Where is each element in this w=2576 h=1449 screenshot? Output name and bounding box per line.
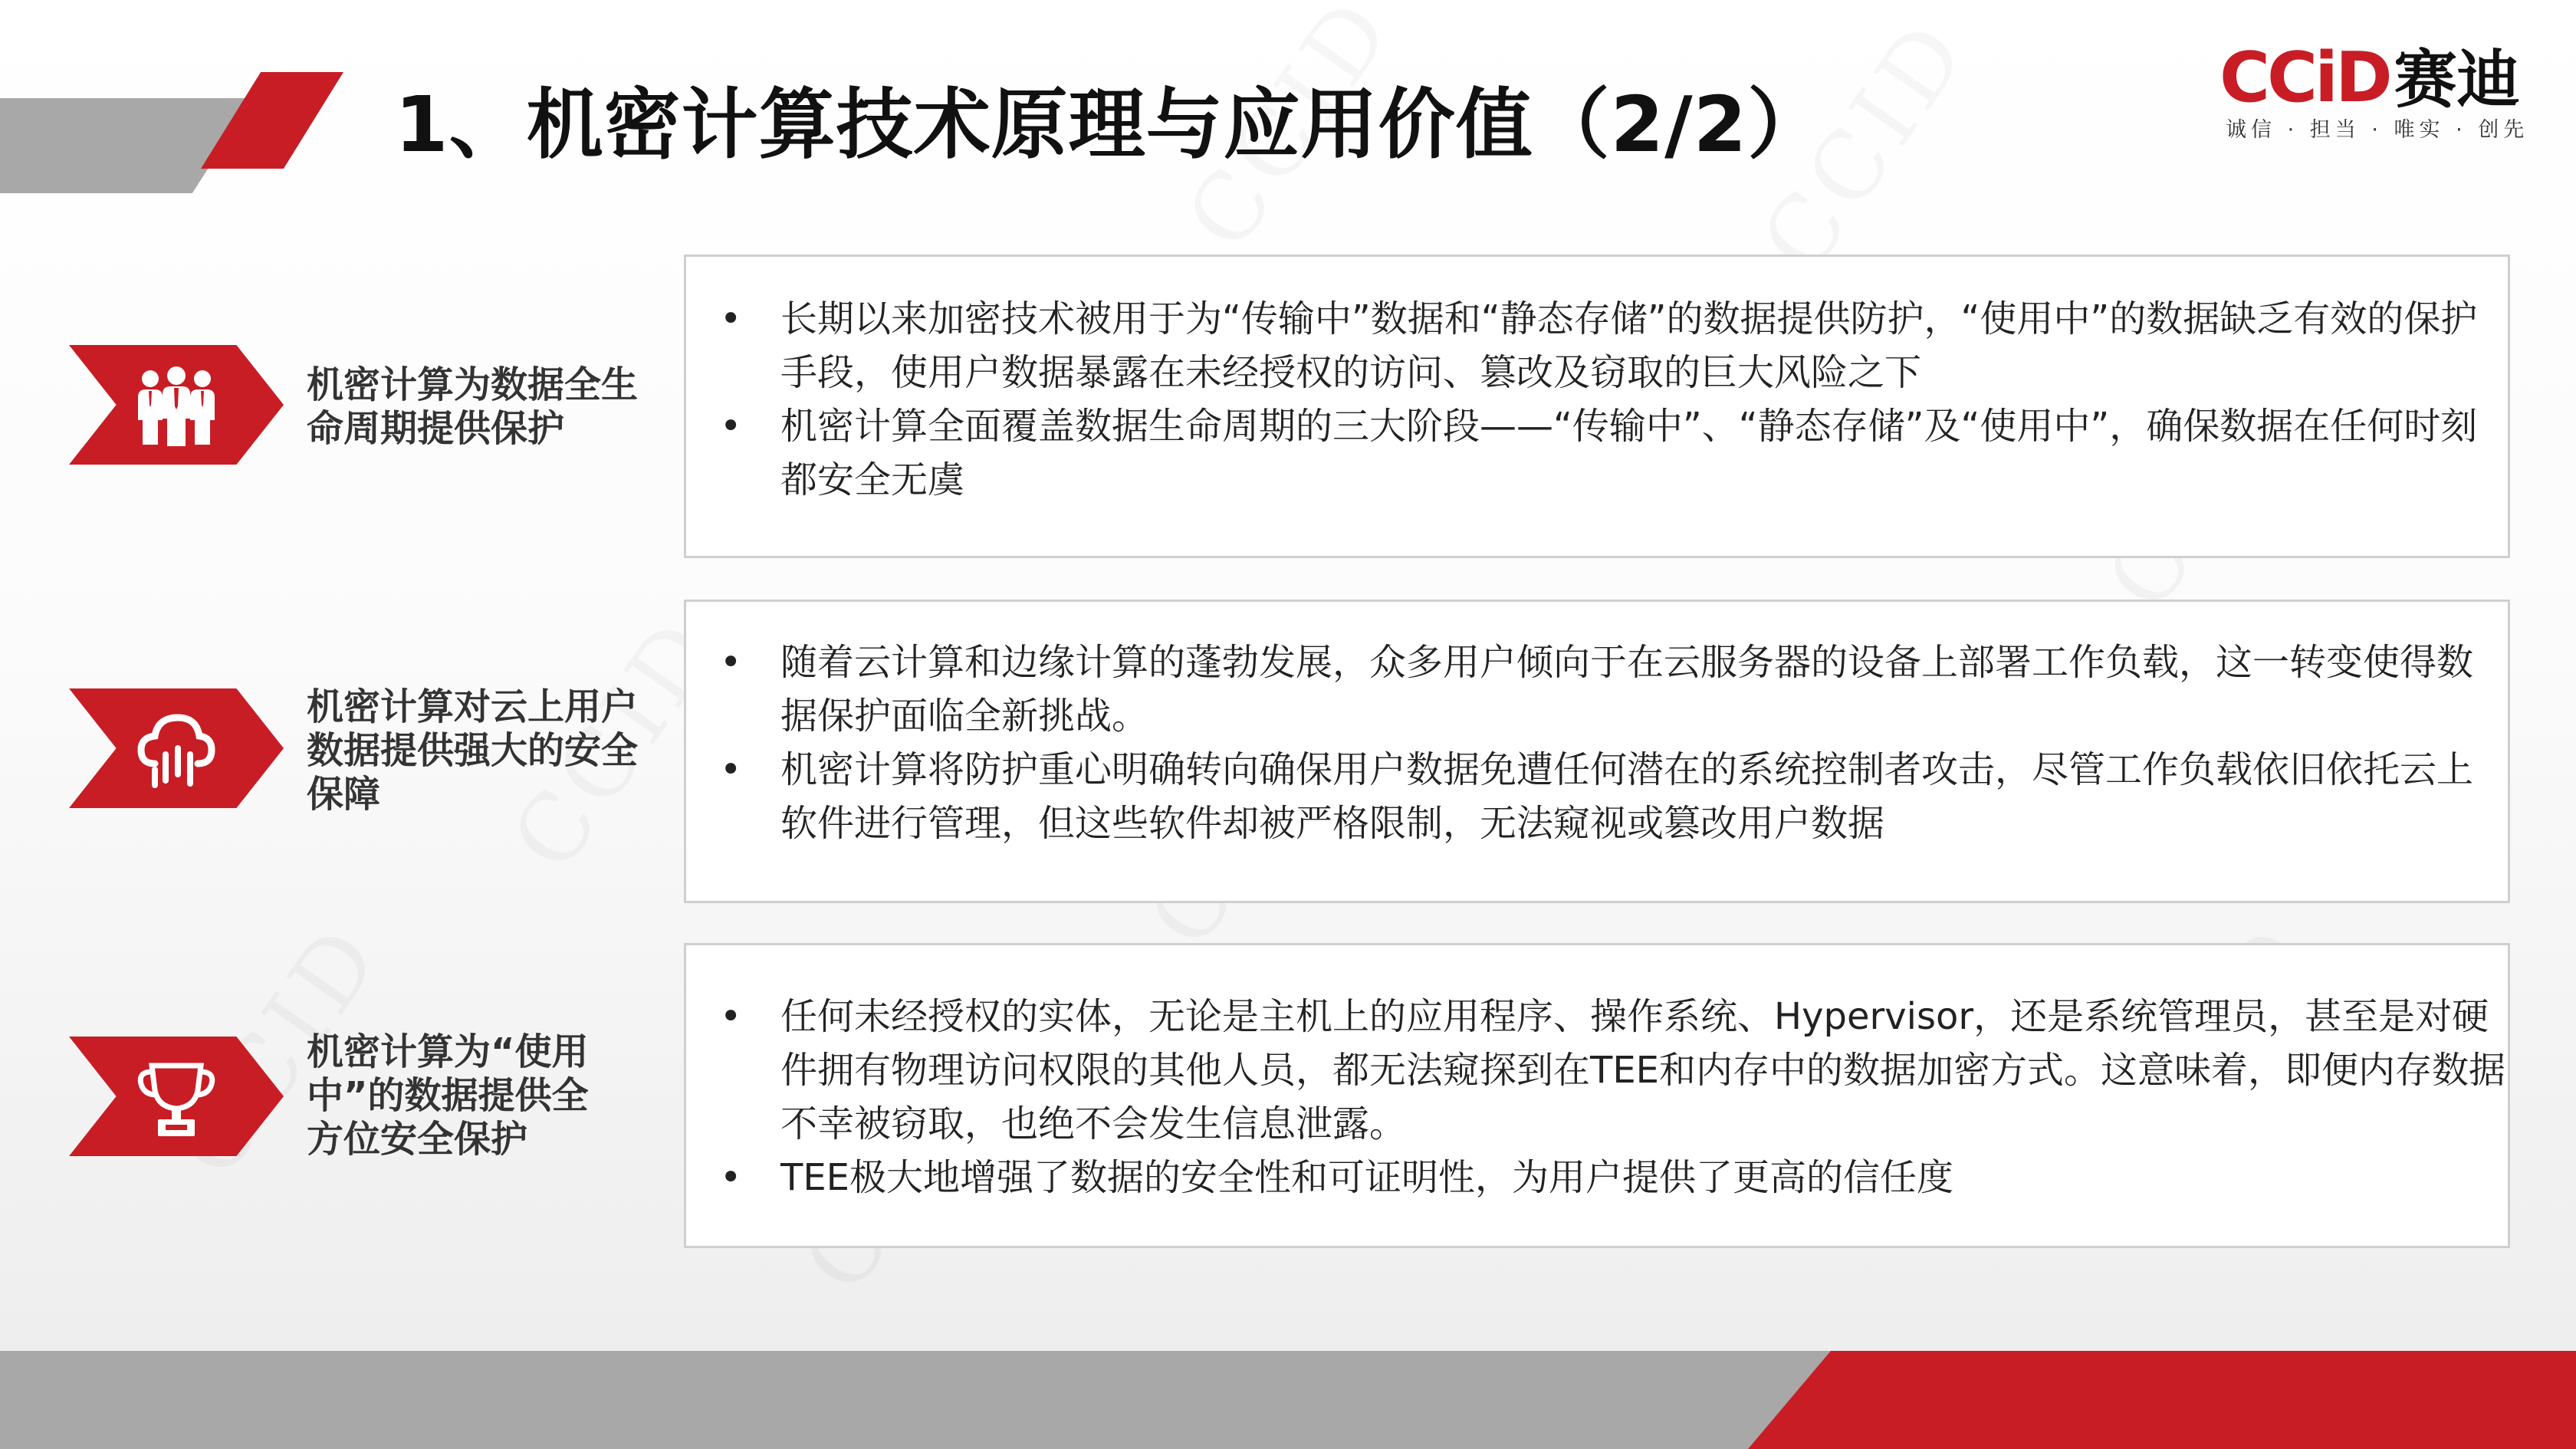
- list-item: • TEE极大地增强了数据的安全性和可证明性，为用户提供了更高的信任度: [686, 1151, 2508, 1204]
- footer-red-band: [1748, 1351, 2576, 1449]
- row-2-arrow-badge: [69, 688, 284, 808]
- list-item: • 机密计算将防护重心明确转向确保用户数据免遭任何潜在的系统控制者攻击，尽管工作负载依旧依托云上软件进行管理，但这些软件却被严格限制，无法窥视或篡改用户数据: [686, 743, 2508, 850]
- team-icon: [132, 360, 221, 449]
- logo-brand: [2220, 40, 2520, 119]
- ccid-logo: [2220, 38, 2529, 147]
- logo-slogan: 诚信 · 担当 · 唯实 · 创先: [2226, 118, 2529, 142]
- row-2-box: [684, 600, 2510, 903]
- row-3-label: 机密计算为“使用中”的数据提供全方位安全保护: [307, 1030, 589, 1161]
- list-item: • 任何未经授权的实体，无论是主机上的应用程序、操作系统、Hypervisor，还是系统管理员，甚至是对硬件拥有物理访问权限的其他人员，都无法窥探到在TEE和内存中的数据加密方式。这意味着，即便内存数据不幸被窃取，也绝不会发生信息泄露。: [686, 990, 2508, 1151]
- row-3-box: [684, 943, 2510, 1248]
- row-1-label: 机密计算为数据全生命周期提供保护: [307, 363, 639, 450]
- logo-brand-cn: 赛迪: [2394, 44, 2520, 117]
- list-item: • 长期以来加密技术被用于为“传输中”数据和“静态存储”的数据提供防护，“使用中”的数据缺乏有效的保护手段，使用户数据暴露在未经授权的访问、篡改及窃取的巨大风险之下: [686, 292, 2508, 399]
- row-1-box: [684, 255, 2510, 558]
- list-item: • 随着云计算和边缘计算的蓬勃发展，众多用户倾向于在云服务器的设备上部署工作负载，这一转变使得数据保护面临全新挑战。: [686, 636, 2508, 743]
- cloud-rain-icon: [132, 704, 221, 793]
- header-gray-stripe: [0, 98, 253, 193]
- trophy-icon: [132, 1052, 221, 1141]
- row-1-arrow-badge: [69, 345, 284, 465]
- row-2-label: 机密计算对云上用户数据提供强大的安全保障: [307, 685, 639, 816]
- page-title: 1、机密计算技术原理与应用价值（2/2）: [395, 80, 1825, 169]
- list-item: • 机密计算全面覆盖数据生命周期的三大阶段——“传输中”、“静态存储”及“使用中”，确保数据在任何时刻都安全无虞: [686, 399, 2508, 507]
- logo-brand-latin: CCiD: [2220, 38, 2390, 118]
